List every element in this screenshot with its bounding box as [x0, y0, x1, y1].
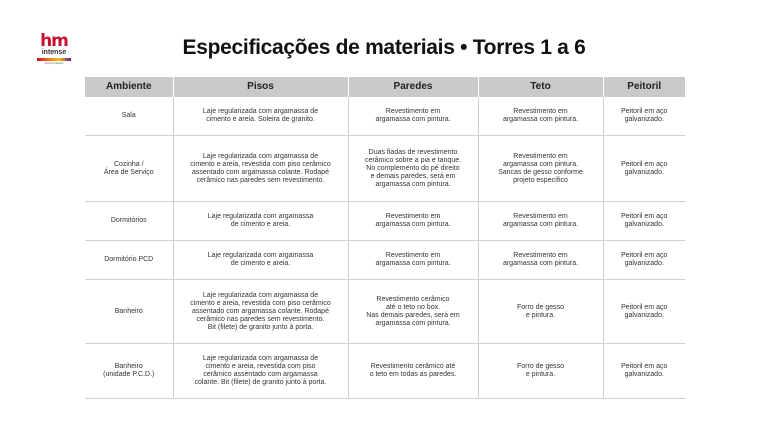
teto-text-line: argamassa com pintura. [502, 116, 579, 123]
teto-text-line: Revestimento em [513, 213, 568, 220]
cell-pisos [173, 136, 348, 202]
paredes-text-line: Revestimento em [385, 108, 441, 115]
paredes-text-line: argamassa com pintura. [375, 116, 451, 123]
pisos-text-line: de cimento e areia. [230, 260, 291, 267]
cell-pisos [173, 241, 348, 280]
cell-paredes [348, 344, 478, 399]
cell-pisos [173, 97, 348, 136]
cell-paredes [348, 136, 478, 202]
ambiente-text-line: Banheiro [114, 363, 143, 370]
pisos-text-line: Laje regularizada com argamassa de [202, 108, 319, 115]
cell-pisos [173, 202, 348, 241]
teto-text-line: argamassa com pintura. [502, 221, 579, 228]
paredes-text-line: No complemento do pé direito [366, 164, 460, 172]
cell-peitoril [603, 344, 685, 399]
pisos-text-line: cerâmico nas paredes sem revestimento. [196, 176, 325, 184]
peitoril-text-line: Peitoril em aço [621, 252, 668, 259]
teto-text-line: Forro de gesso [516, 303, 565, 311]
teto-text-line: Revestimento em [513, 152, 568, 160]
teto-text-line: Forro de gesso [516, 363, 565, 370]
header-peitoril: Peitoril [603, 77, 685, 97]
cell-teto [478, 136, 603, 202]
logo-mark: hm [40, 31, 68, 51]
pisos-text-line: cimento e areia, revestida com piso [205, 363, 316, 370]
teto-text-line: projeto específico [513, 176, 568, 184]
peitoril-text-line: Peitoril em aço [621, 160, 668, 168]
peitoril-text-line: galvanizado. [624, 168, 664, 176]
header-ambiente: Ambiente [85, 77, 173, 97]
teto-text-line: e pintura. [525, 371, 556, 378]
table-row [85, 136, 685, 202]
paredes-text-line: Revestimento em [385, 213, 441, 220]
pisos-text-line: cimento e areia. Soleira de granito. [206, 116, 315, 123]
paredes-text-line: até o teto no box. [385, 303, 441, 311]
paredes-text-line: Revestimento em [385, 252, 441, 259]
cell-paredes [348, 97, 478, 136]
pisos-text-line: Laje regularizada com argamassa de [202, 152, 319, 160]
teto-text-line: Revestimento em [513, 252, 568, 259]
pisos-text-line: Laje regularizada com argamassa de [202, 291, 319, 299]
cell-teto [478, 202, 603, 241]
paredes-text-line: e demais paredes, será em [370, 172, 456, 180]
peitoril-text-line: galvanizado. [624, 371, 664, 378]
cell-pisos [173, 344, 348, 399]
cell-peitoril [603, 241, 685, 280]
cell-teto [478, 241, 603, 280]
cell-ambiente [85, 136, 173, 202]
cell-teto [478, 280, 603, 344]
pisos-text-line: colante. Bit (filete) de granito junto à porta. [194, 379, 327, 386]
cell-ambiente [85, 241, 173, 280]
paredes-text-line: Nas demais paredes, será em [366, 311, 460, 319]
teto-text-line: e pintura. [525, 311, 556, 319]
header-pisos: Pisos [173, 77, 348, 97]
cell-paredes [348, 241, 478, 280]
header-paredes: Paredes [348, 77, 478, 97]
table-header-row [85, 77, 685, 97]
paredes-text-line: argamassa com pintura. [375, 221, 451, 228]
spec-table [85, 77, 685, 399]
peitoril-text-line: galvanizado. [624, 116, 664, 123]
peitoril-text-line: galvanizado. [624, 221, 664, 228]
ambiente-text-line: Área de Serviço [103, 168, 154, 176]
cell-paredes [348, 280, 478, 344]
pisos-text-line: cimento e areia, revestida com piso cerâmico [190, 160, 331, 168]
cell-pisos [173, 280, 348, 344]
cell-ambiente [85, 97, 173, 136]
cell-peitoril [603, 136, 685, 202]
pisos-text-line: cimento e areia, revestida com piso cerâmico [190, 299, 331, 307]
cell-paredes [348, 202, 478, 241]
pisos-text-line: assentado com argamassa colante. Rodapé [192, 168, 329, 176]
paredes-text-line: argamassa com pintura. [375, 319, 451, 327]
paredes-text-line: argamassa com pintura. [375, 180, 451, 188]
table-body [85, 97, 685, 399]
ambiente-text-line: Cozinha / [113, 160, 144, 168]
peitoril-text-line: Peitoril em aço [621, 303, 668, 311]
cell-ambiente [85, 280, 173, 344]
header-teto: Teto [478, 77, 603, 97]
cell-peitoril [603, 280, 685, 344]
cell-teto [478, 97, 603, 136]
cell-ambiente [85, 344, 173, 399]
teto-text-line: argamassa com pintura. [502, 160, 579, 168]
pisos-text-line: assentado com argamassa colante. Rodapé [192, 307, 329, 315]
pisos-text-line: Laje regularizada com argamassa de [202, 355, 319, 362]
cell-teto [478, 344, 603, 399]
ambiente-text-line: Dormitórios [110, 217, 147, 224]
pisos-text-line: de cimento e areia. [230, 221, 291, 228]
table-row [85, 344, 685, 399]
ambiente-text-line: Sala [121, 112, 136, 119]
cell-peitoril [603, 97, 685, 136]
teto-text-line: Revestimento em [513, 108, 568, 115]
pisos-text-line: Laje regularizada com argamassa [207, 213, 314, 220]
peitoril-text-line: Peitoril em aço [621, 363, 668, 370]
cell-ambiente [85, 202, 173, 241]
paredes-text-line: cerâmico sobre a pia e tanque. [364, 156, 462, 164]
logo-name: intense [41, 49, 67, 56]
paredes-text-line: Revestimento cerâmico [376, 295, 450, 303]
paredes-text-line: argamassa com pintura. [375, 260, 451, 267]
table-row [85, 280, 685, 344]
teto-text-line: Sancas de gesso conforme [498, 168, 583, 176]
pisos-text-line: Bit (filete) de granito junto à porta. [207, 323, 314, 331]
peitoril-text-line: Peitoril em aço [621, 213, 668, 220]
pisos-text-line: cerâmico nas paredes sem revestimento. [196, 315, 325, 323]
teto-text-line: argamassa com pintura. [502, 260, 579, 267]
pisos-text-line: cerâmico assentado com argamassa [203, 371, 318, 378]
peitoril-text-line: galvanizado. [624, 260, 664, 267]
ambiente-text-line: Dormitório PCD [104, 256, 154, 263]
paredes-text-line: o teto em todas as paredes. [369, 371, 457, 378]
ambiente-text-line: (unidade P.C.D.) [103, 371, 155, 378]
table-row [85, 241, 685, 280]
cell-peitoril [603, 202, 685, 241]
table-row [85, 202, 685, 241]
peitoril-text-line: galvanizado. [624, 311, 664, 319]
peitoril-text-line: Peitoril em aço [621, 108, 668, 115]
page-title: Especificações de materiais • Torres 1 a 6 [182, 36, 586, 59]
paredes-text-line: Duas fiadas de revestimento [368, 148, 458, 156]
pisos-text-line: Laje regularizada com argamassa [207, 252, 314, 259]
ambiente-text-line: Banheiro [114, 307, 143, 315]
logo-tagline: incorporadora [44, 61, 64, 65]
table-row [85, 97, 685, 136]
paredes-text-line: Revestimento cerâmico até [370, 363, 456, 370]
